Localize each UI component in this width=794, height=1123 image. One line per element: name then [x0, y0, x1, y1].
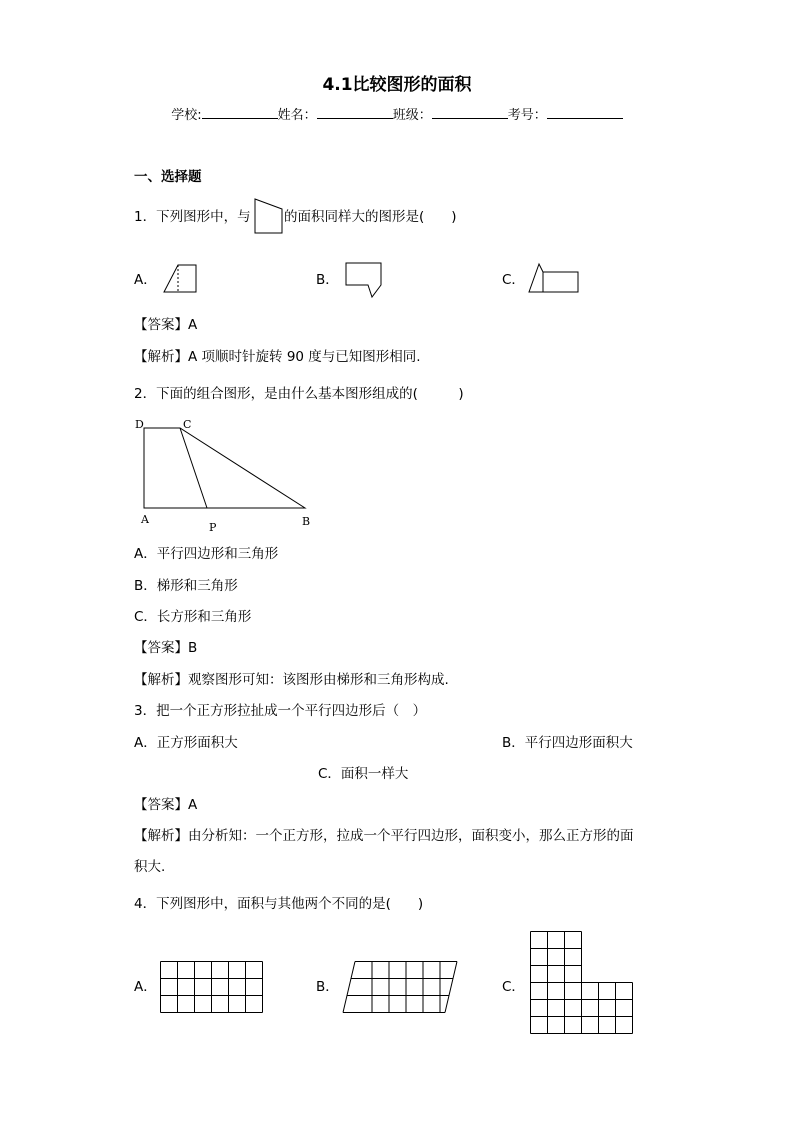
q2-label-c: C [183, 418, 192, 431]
q2-label-a: A [141, 513, 149, 526]
q4-option-a-cells [161, 962, 263, 1013]
q1-analysis: 【解析】A 项顺时针旋转 90 度与已知图形相同. [134, 349, 421, 365]
q3-stem: 3．把一个正方形拉扯成一个平行四边形后（ ） [134, 703, 427, 719]
q4-stem: 4．下列图形中，面积与其他两个不同的是( ) [134, 896, 424, 912]
q3-analysis-line1: 【解析】由分析知：一个正方形，拉成一个平行四边形，面积变小，那么正方形的面 [134, 828, 634, 844]
q3-answer: 【答案】A [134, 797, 198, 813]
q1-option-c-label[interactable]: C． [502, 272, 525, 288]
q1-answer: 【答案】A [134, 317, 198, 333]
q4-option-c-l-shape[interactable] [530, 931, 636, 1037]
slanted-edge-right [445, 962, 457, 1013]
number-label: 考号： [507, 108, 547, 123]
q2-answer: 【答案】B [134, 640, 198, 656]
q4-option-b-label[interactable]: B． [316, 979, 339, 995]
q4-option-a-label[interactable]: A． [134, 979, 157, 995]
q4-option-a-grid[interactable] [160, 961, 264, 1011]
class-label: 班级： [392, 108, 432, 123]
q2-outer-trapezoid [144, 428, 305, 508]
slanted-edge-left [343, 962, 355, 1013]
q4-option-c-cells [531, 932, 633, 1034]
q1-stem-part2: 的面积同样大的图形是( ) [284, 209, 457, 225]
q1-stem-part1: 1．下列图形中，与 [134, 209, 251, 225]
q3-option-c[interactable]: C．面积一样大 [318, 766, 409, 782]
q2-option-b[interactable]: B．梯形和三角形 [134, 578, 238, 594]
q2-stem: 2．下面的组合图形，是由什么基本图形组成的( ) [134, 386, 464, 402]
q2-label-b: B [302, 515, 311, 528]
name-label: 姓名： [277, 108, 317, 123]
q2-option-c[interactable]: C．长方形和三角形 [134, 609, 252, 625]
page-title: 4.1比较图形的面积 [322, 75, 472, 95]
section-heading: 一、选择题 [134, 169, 202, 185]
q3-option-a[interactable]: A．正方形面积大 [134, 735, 238, 751]
q3-analysis-line2: 积大. [134, 859, 166, 875]
q2-label-p: P [209, 521, 217, 534]
q2-option-a[interactable]: A．平行四边形和三角形 [134, 546, 279, 562]
q4-option-c-label[interactable]: C． [502, 979, 525, 995]
school-label: 学校: [171, 108, 202, 123]
q2-divider-cp [180, 428, 207, 508]
q2-analysis: 【解析】观察图形可知：该图形由梯形和三角形构成. [134, 672, 449, 688]
q2-label-d: D [135, 418, 144, 431]
q1-option-b-label[interactable]: B． [316, 272, 339, 288]
q4-option-b-parallelogram[interactable] [340, 961, 470, 1011]
q1-option-a-label[interactable]: A． [134, 272, 157, 288]
q3-option-b[interactable]: B．平行四边形面积大 [502, 735, 633, 751]
q4-option-b-cells [343, 962, 457, 1013]
